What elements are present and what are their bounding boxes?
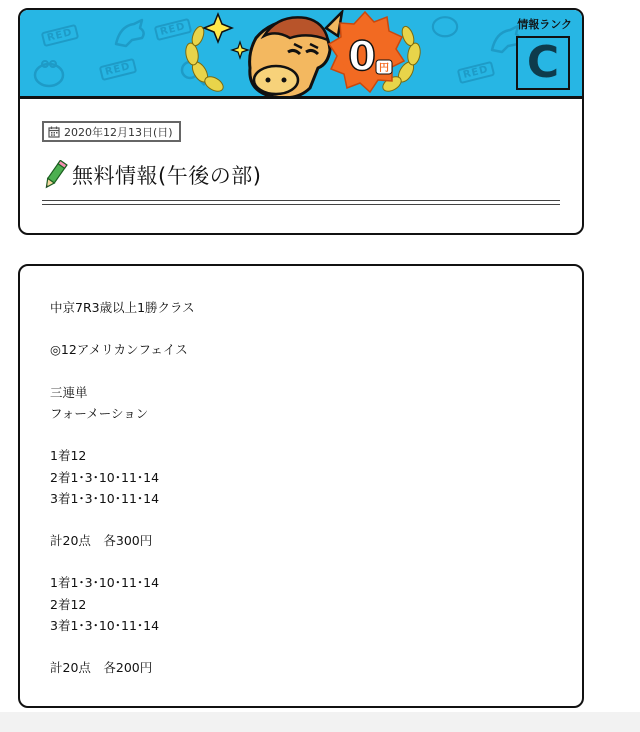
info-header-card xyxy=(18,8,584,235)
red-stamp-icon: RED xyxy=(154,18,192,41)
content-line: 計20点 各300円 xyxy=(50,533,153,549)
red-stamp-icon: RED xyxy=(457,61,495,84)
content-line: 中京7R3歳以上1勝クラス xyxy=(50,300,195,315)
content-line: 3着1･3･10･11･14 xyxy=(50,490,160,506)
prediction-text xyxy=(50,297,195,678)
free-info-banner xyxy=(20,10,582,99)
price-badge-value: 0 xyxy=(348,34,376,80)
info-rank-badge: C xyxy=(516,36,570,90)
content-line: 計20点 各200円 xyxy=(50,660,153,676)
page-title: 無料情報(午後の部) xyxy=(72,164,262,188)
blank-line xyxy=(50,318,195,339)
price-unit-label: 円 xyxy=(379,63,389,74)
blank-line xyxy=(50,551,195,572)
info-rank-label: 情報ランク xyxy=(517,18,572,31)
content-line: 三連単 xyxy=(50,384,88,400)
content-line: 2着1･3･10･11･14 xyxy=(50,469,160,485)
pencil-icon xyxy=(42,160,68,190)
red-stamp-icon: RED xyxy=(41,24,79,47)
content-line: 1着1･3･10･11･14 xyxy=(50,575,160,591)
horse-mascot-icon xyxy=(178,10,428,99)
post-date: 2020年12月13日(日) xyxy=(64,125,173,139)
page-footer-strip xyxy=(0,712,640,732)
horse-silhouette-icon xyxy=(112,18,148,50)
blank-line xyxy=(50,361,195,382)
title-divider xyxy=(42,200,560,205)
post-title-row xyxy=(42,160,261,190)
coin-purse-icon xyxy=(32,58,66,88)
red-stamp-icon: RED xyxy=(99,58,137,81)
blank-line xyxy=(50,636,195,657)
content-line: フォーメーション xyxy=(50,405,149,421)
blank-line xyxy=(50,424,195,445)
coin-purse-icon xyxy=(430,12,460,38)
prediction-content-card xyxy=(18,264,584,708)
calendar-icon xyxy=(48,126,60,138)
blank-line xyxy=(50,509,195,530)
content-line: 1着12 xyxy=(50,448,87,464)
post-date-badge xyxy=(42,121,181,142)
content-line: 3着1･3･10･11･14 xyxy=(50,617,160,633)
content-line: ◎12アメリカンフェイス xyxy=(50,342,188,358)
content-line: 2着12 xyxy=(50,596,87,612)
